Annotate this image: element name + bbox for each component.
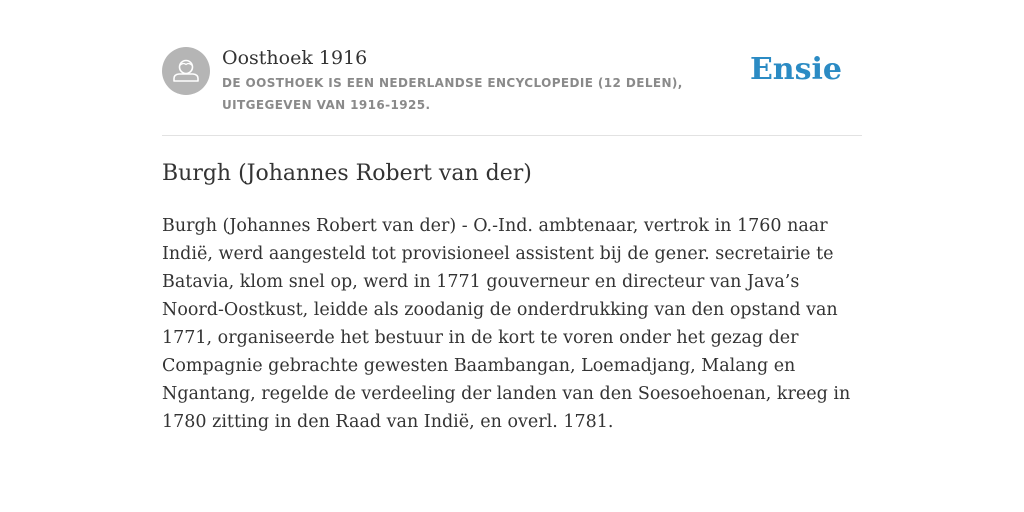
source-avatar[interactable] xyxy=(162,47,210,95)
ensie-logo-link[interactable]: Ensie xyxy=(749,52,842,87)
user-silhouette-icon xyxy=(162,47,210,95)
source-title[interactable]: Oosthoek 1916 xyxy=(222,47,368,69)
article-title: Burgh (Johannes Robert van der) xyxy=(162,161,532,186)
source-header xyxy=(162,44,862,136)
source-description: DE OOSTHOEK IS EEN NEDERLANDSE ENCYCLOPEDIE (12 DELEN), UITGEGEVEN VAN 1916-1925. xyxy=(222,76,683,112)
article-body: Burgh (Johannes Robert van der) - O.-Ind. ambtenaar, vertrok in 1760 naar Indië, werd aangesteld tot provisioneel assistent bij de gener. secretairie te Batavia, klom snel op, werd in 1771 gouverneur en directeur van Java’s Noord-Oostkust, leidde als zoodanig de onderdrukking van den opstand van 1771, organiseerde het bestuur in de kort te voren onder het gezag der Compagnie gebrachte gewesten Baambangan, Loemadjang, Malang en Ngantang, regelde de verdeeling der landen van den Soesoehoenan, kreeg in 1780 zitting in den Raad van Indië, en overl. 1781. xyxy=(162,216,851,432)
